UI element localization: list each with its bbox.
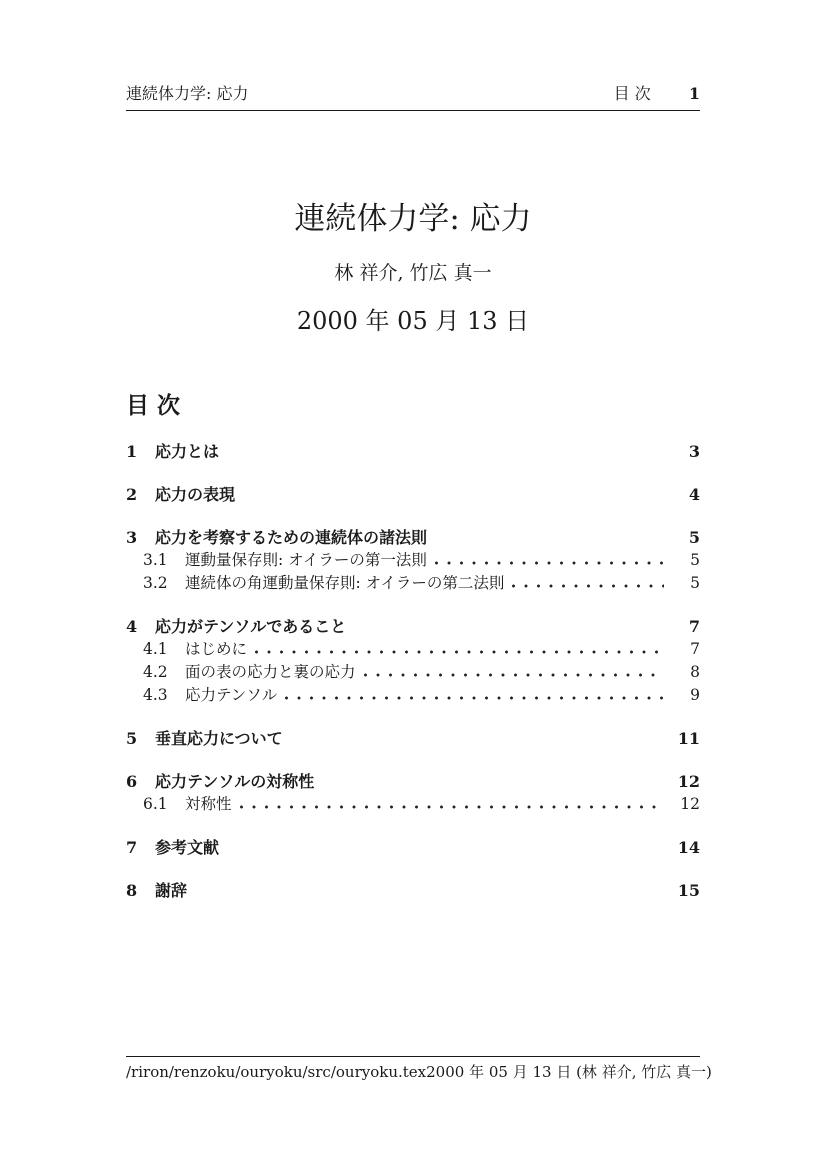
toc-entry-number: 3 <box>126 528 138 547</box>
toc-entry-number: 5 <box>126 729 138 748</box>
document-title: 連続体力学: 応力 <box>294 201 532 237</box>
toc-entry-page: 3 <box>688 442 700 461</box>
toc-entry <box>126 572 700 595</box>
toc-entry-title: 運動量保存則: オイラーの第一法則 <box>185 551 427 569</box>
toc-entry-page: 4 <box>688 485 700 504</box>
toc-dot-leader <box>435 526 664 549</box>
toc-entry-title: 応力とは <box>155 442 220 461</box>
toc-dot-leader <box>255 638 664 661</box>
toc-entry-title: 対称性 <box>185 795 232 813</box>
running-header-title: 連続体力学: 応力 <box>126 84 249 103</box>
toc-dot-leader <box>240 793 664 816</box>
toc-entry-number: 3.2 <box>143 574 168 592</box>
toc-entry <box>126 879 700 902</box>
toc-heading: 目 次 <box>126 392 181 419</box>
document-date: 2000 年 05 月 13 日 <box>296 307 530 335</box>
toc-entry-page: 12 <box>680 795 700 813</box>
document-footer <box>126 1056 712 1082</box>
toc-entry-title: 参考文献 <box>155 838 220 857</box>
toc-entry-title: 連続体の角運動量保存則: オイラーの第二法則 <box>185 574 505 592</box>
toc-entry-number: 6 <box>126 772 138 791</box>
toc-entry <box>126 727 700 750</box>
toc-entry-page: 7 <box>688 617 700 636</box>
toc-entry <box>126 836 700 859</box>
toc-entry-number: 8 <box>126 881 138 900</box>
toc-entry-number: 4.1 <box>143 640 168 658</box>
toc-entry-page: 5 <box>688 528 700 547</box>
footer-date-authors: 2000 年 05 月 13 日 (林 祥介, 竹広 真一) <box>426 1063 712 1081</box>
toc-entry-page: 7 <box>690 640 700 658</box>
toc-entry <box>126 615 700 638</box>
toc-entry-title: 応力テンソルの対称性 <box>155 772 315 791</box>
document-authors: 林 祥介, 竹広 真一 <box>334 262 492 284</box>
toc-dot-leader <box>227 836 664 859</box>
toc-entry-number: 6.1 <box>143 795 168 813</box>
toc-list <box>126 420 700 902</box>
toc-entry-title: 垂直応力について <box>155 729 283 748</box>
toc-dot-leader <box>512 572 664 595</box>
toc-dot-leader <box>291 727 664 750</box>
toc-entry-title: 謝辞 <box>155 881 188 900</box>
toc-dot-leader <box>243 483 664 506</box>
toc-entry-number: 2 <box>126 485 138 504</box>
running-header <box>126 84 700 111</box>
toc-entry <box>126 770 700 793</box>
toc-entry-page: 8 <box>690 663 700 681</box>
toc-dot-leader <box>195 879 664 902</box>
toc-entry-number: 4.2 <box>143 663 168 681</box>
toc-entry-page: 12 <box>677 772 700 791</box>
toc-dot-leader <box>435 549 664 572</box>
toc-entry <box>126 638 700 661</box>
toc-entry-number: 3.1 <box>143 551 168 569</box>
toc-entry <box>126 549 700 572</box>
page-number: 1 <box>688 84 700 103</box>
toc-entry-title: 応力の表現 <box>155 485 236 504</box>
toc-entry-title: はじめに <box>185 640 248 658</box>
toc-entry-number: 4 <box>126 617 138 636</box>
toc-entry-page: 9 <box>690 686 700 704</box>
toc-entry-page: 15 <box>677 881 700 900</box>
toc-entry-number: 4.3 <box>143 686 168 704</box>
toc-dot-leader <box>285 684 664 707</box>
toc-entry-title: 面の表の応力と裏の応力 <box>185 663 356 681</box>
toc-entry <box>126 526 700 549</box>
toc-dot-leader <box>354 615 664 638</box>
toc-entry-title: 応力を考察するための連続体の諸法則 <box>155 528 428 547</box>
toc-dot-leader <box>364 661 664 684</box>
running-header-section <box>614 84 700 103</box>
toc-entry-page: 5 <box>690 551 700 569</box>
toc-entry-number: 1 <box>126 442 138 461</box>
toc-entry <box>126 793 700 816</box>
toc-entry <box>126 684 700 707</box>
footer-file-path: /riron/renzoku/ouryoku/src/ouryoku.tex <box>126 1063 427 1081</box>
toc-dot-leader <box>322 770 664 793</box>
toc-entry <box>126 483 700 506</box>
toc-entry-page: 5 <box>690 574 700 592</box>
toc-entry <box>126 661 700 684</box>
toc-dot-leader <box>227 440 664 463</box>
toc-entry-title: 応力がテンソルであること <box>155 617 347 636</box>
running-header-section-label: 目 次 <box>613 84 651 103</box>
toc-entry-number: 7 <box>126 838 138 857</box>
toc-entry-title: 応力テンソル <box>185 686 278 704</box>
toc-entry <box>126 440 700 463</box>
toc-entry-page: 14 <box>677 838 700 857</box>
toc-entry-page: 11 <box>677 729 700 748</box>
